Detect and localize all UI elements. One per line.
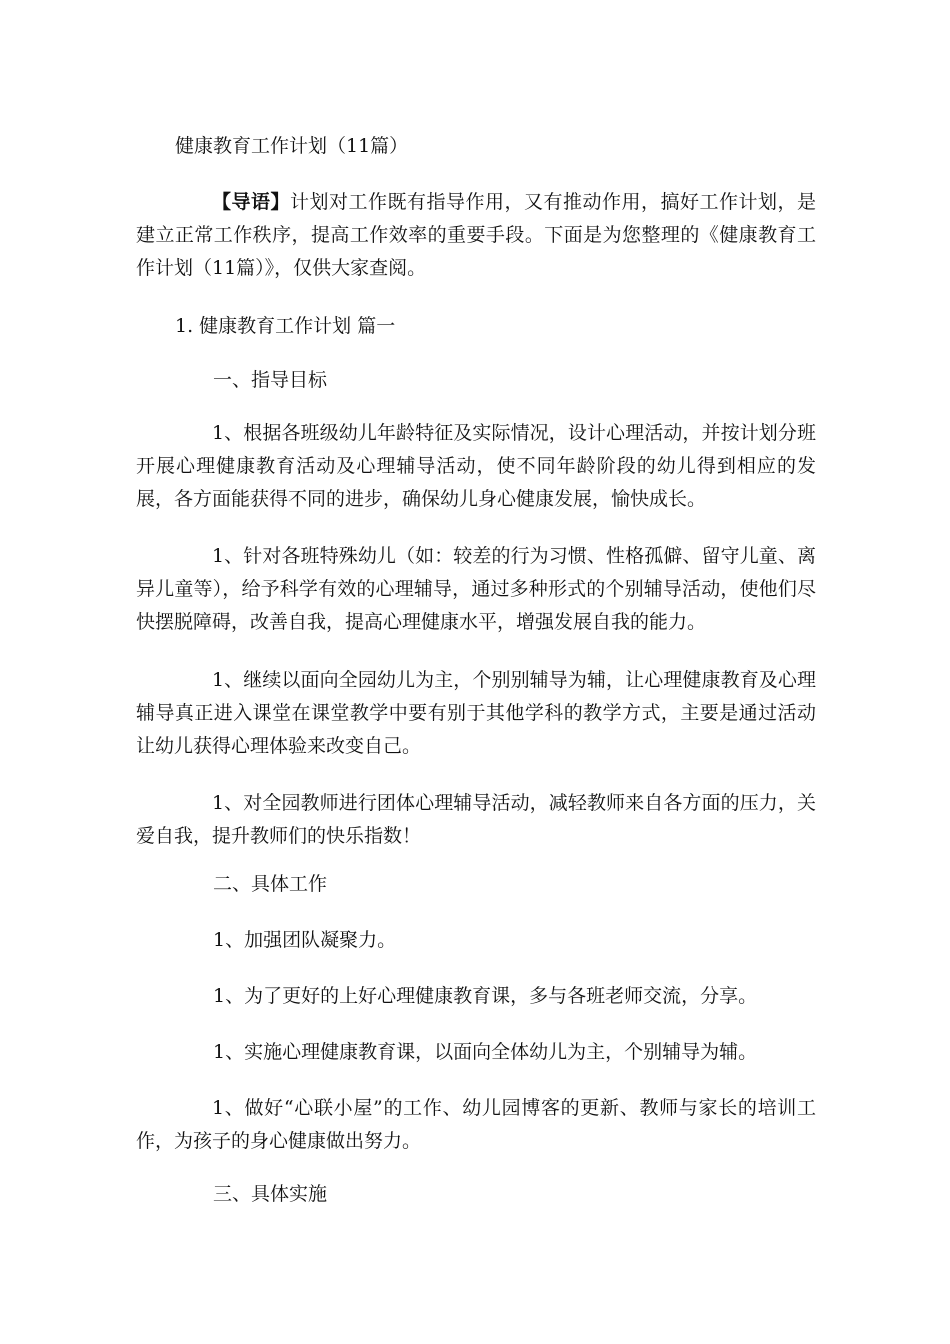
part2-item-4: 1、做好“心联小屋”的工作、幼儿园博客的更新、教师与家长的培训工作，为孩子的身心健康做出努力。 <box>136 1097 816 1152</box>
intro-label: 【导语】 <box>212 191 290 213</box>
part-heading-3: 三、具体实施 <box>213 1183 328 1205</box>
part2-item-3: 1、实施心理健康教育课，以面向全体幼儿为主，个别辅导为辅。 <box>213 1041 758 1063</box>
intro-paragraph <box>136 186 816 285</box>
part-heading-2: 二、具体工作 <box>213 873 328 895</box>
part1-item-4: 1、对全园教师进行团体心理辅导活动，减轻教师来自各方面的压力，关爱自我，提升教师们的快乐指数！ <box>136 792 816 847</box>
part-heading-1: 一、指导目标 <box>213 369 328 391</box>
intro-text: 计划对工作既有指导作用，又有推动作用，搞好工作计划，是建立正常工作秩序，提高工作效率的重要手段。下面是为您整理的《健康教育工作计划（11篇）》，仅供大家查阅。 <box>136 191 816 279</box>
part2-item-2: 1、为了更好的上好心理健康教育课，多与各班老师交流，分享。 <box>213 985 758 1007</box>
section-heading: 1. 健康教育工作计划 篇一 <box>175 315 396 337</box>
part1-item-3: 1、继续以面向全园幼儿为主，个别别辅导为辅，让心理健康教育及心理辅导真正进入课堂在课堂教学中要有别于其他学科的教学方式，主要是通过活动让幼儿获得心理体验来改变自己。 <box>136 669 816 757</box>
part2-item-1: 1、加强团队凝聚力。 <box>213 929 397 951</box>
part1-item-2: 1、针对各班特殊幼儿（如：较差的行为习惯、性格孤僻、留守儿童、离异儿童等），给予科学有效的心理辅导，通过多种形式的个别辅导活动，使他们尽快摆脱障碍，改善自我，提高心理健康水平，增强发展自我的能力。 <box>136 545 816 633</box>
part1-item-1: 1、根据各班级幼儿年龄特征及实际情况，设计心理活动，并按计划分班开展心理健康教育活动及心理辅导活动，使不同年龄阶段的幼儿得到相应的发展，各方面能获得不同的进步，确保幼儿身心健康发展，愉快成长。 <box>136 422 816 510</box>
document-title: 健康教育工作计划（11篇） <box>175 135 409 157</box>
